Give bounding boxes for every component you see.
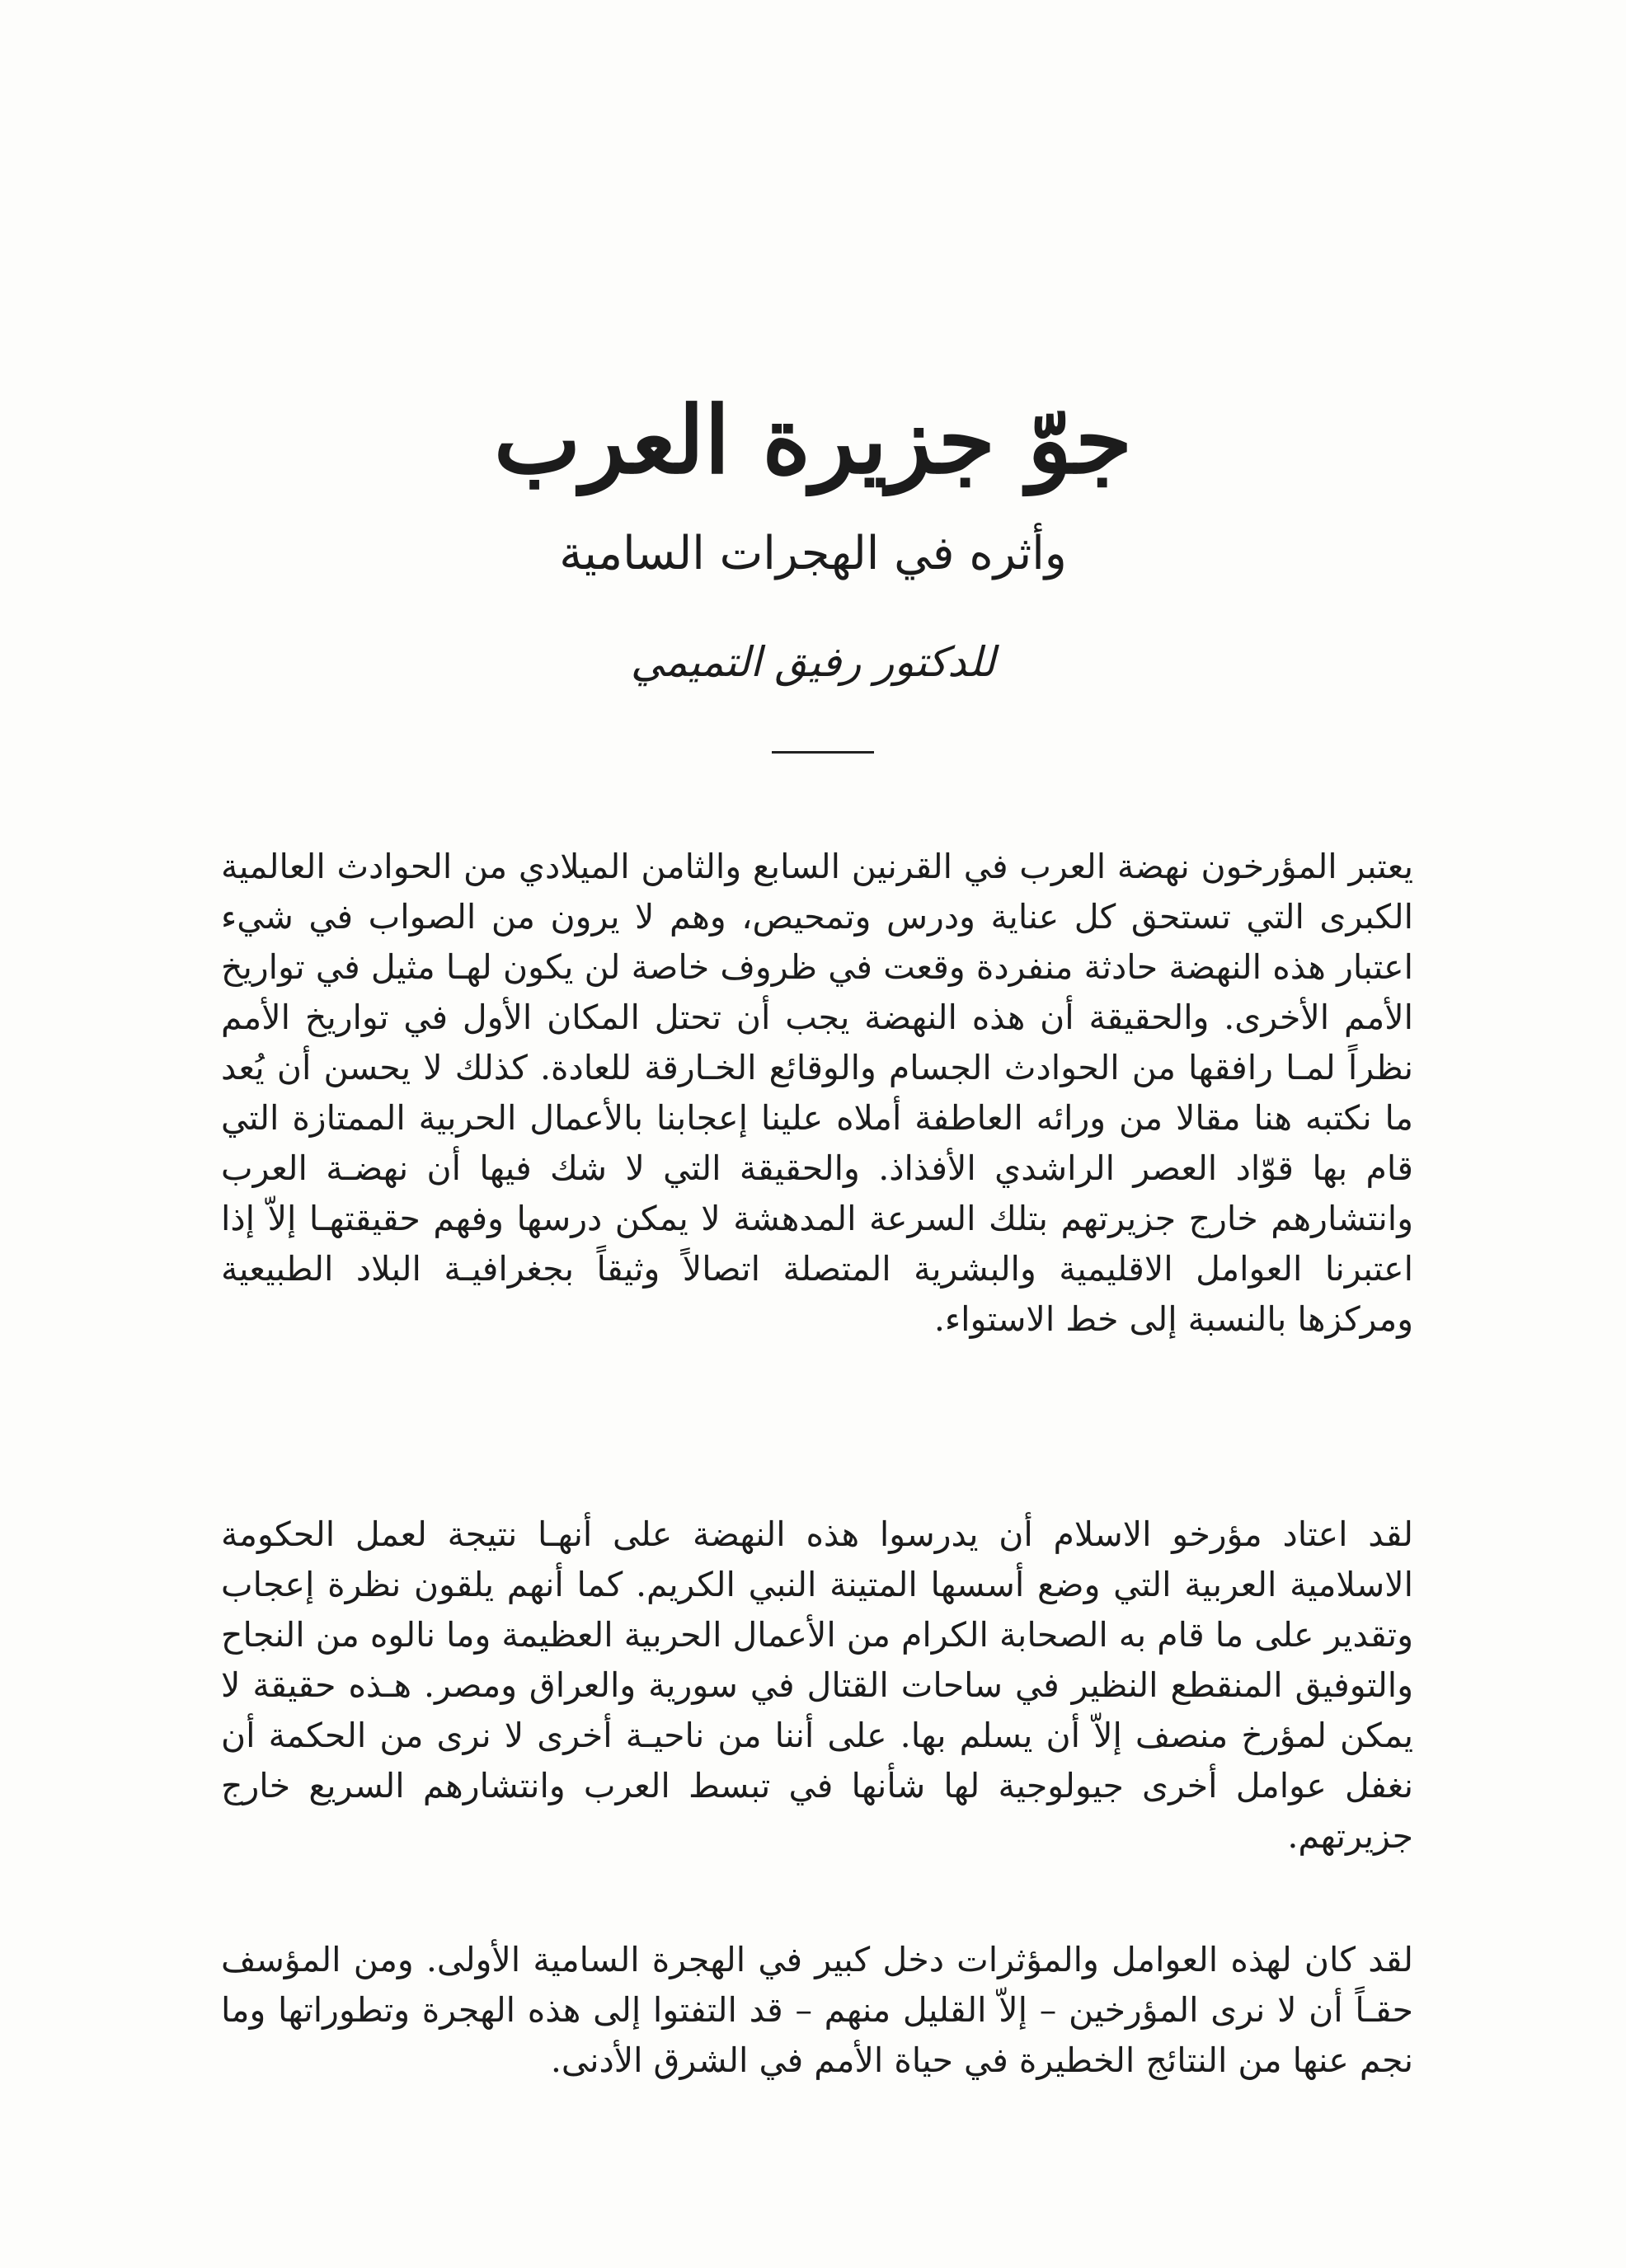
paragraph-1: يعتبر المؤرخون نهضة العرب في القرنين السابع والثامن الميلادي من الحوادث العالمية الكبرى التي تستحق كل عناية ودرس وتمحيص، وهم لا يرون من الصواب في شيء اعتبار هذه النهضة حادثة منفردة وقعت في ظروف خاصة لن يكون لهـا مثيل في تواريخ الأمم الأخرى. والحقيقة أن هذه النهضة يجب أن تحتل المكان الأول في تواريخ الأمم نظراً لمـا رافقها من الحوادث الجسام والوقائع الخـارقة للعادة. كذلك لا يحسن أن يُعد ما نكتبه هنا مقالا من ورائه العاطفة أملاه علينا إعجابنا بالأعمال الحربية الممتازة التي قام بها قوّاد العصر الراشدي الأفذاذ. والحقيقة التي لا شك فيها أن نهضـة العرب وانتشارهم خارج جزيرتهم بتلك السرعة المدهشة لا يمكن درسها وفهم حقيقتهـا إلاّ إذا اعتبرنا العوامل الاقليمية والبشرية المتصلة اتصالاً وثيقاً بجغرافيـة البلاد الطبيعية ومركزها بالنسبة إلى خط الاستواء. bbox=[221, 847, 1413, 1339]
paragraph-3: لقد كان لهذه العوامل والمؤثرات دخل كبير في الهجرة السامية الأولى. ومن المؤسف حقـاً أن لا نرى المؤرخين – إلاّ القليل منهم – قد التفتوا إلى هذه الهجرة وتطوراتها وما نجم عنها من النتائج الخطيرة في حياة الأمم في الشرق الأدنى. bbox=[221, 1940, 1413, 2080]
paragraph-2: لقد اعتاد مؤرخو الاسلام أن يدرسوا هذه النهضة على أنهـا نتيجة لعمل الحكومة الاسلامية العربية التي وضع أسسها المتينة النبي الكريم. كما أنهم يلقون نظرة إعجاب وتقدير على ما قام به الصحابة الكرام من الأعمال الحربية العظيمة وما نالوه من النجاح والتوفيق المنقطع النظير في ساحات القتال في سورية والعراق ومصر. هـذه حقيقة لا يمكن لمؤرخ منصف إلاّ أن يسلم بها. على أننا من ناحيـة أخرى لا نرى من الحكمة أن نغفل عوامل أخرى جيولوجية لها شأنها في تبسط العرب وانتشارهم السريع خارج جزيرتهم. bbox=[221, 1514, 1413, 1856]
article-title: جوّ جزيرة العرب bbox=[493, 387, 1133, 495]
article-author: للدكتور رفيق التميمي bbox=[630, 638, 996, 686]
separator-rule bbox=[772, 751, 874, 754]
article-subtitle: وأثره في الهجرات السامية bbox=[559, 527, 1067, 580]
